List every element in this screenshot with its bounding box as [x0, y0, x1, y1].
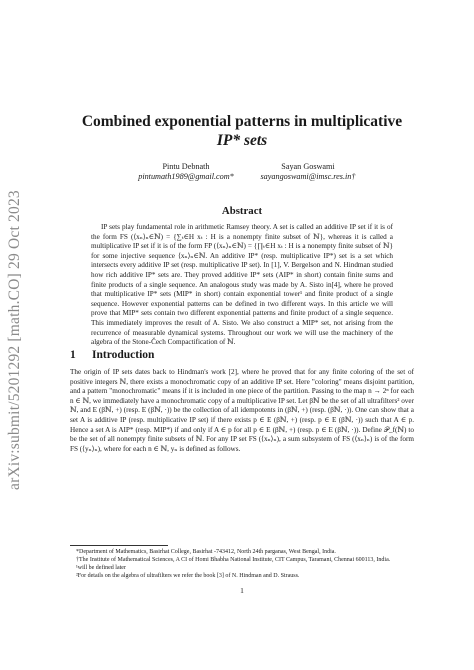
title-line-1: Combined exponential patterns in multiplicative	[81, 113, 403, 130]
arxiv-identifier-stamp: arXiv:submit/5201292 [math.CO] 29 Oct 2023	[6, 190, 23, 490]
introduction-paragraph: The origin of IP sets dates back to Hindman's work [2], where he proved that for any finite coloring of the set of positive integers ℕ, there exists a monochromatic copy of an additive IP set. Here "coloring" means disjoint partition, and a pattern "monochromatic" means if it is included in one piece of the partition. Passing to the map n → 2ⁿ for each n ∈ ℕ, we immediately have a monochromatic copy of a multiplicative IP set. Let βℕ be the set of all ultrafilters² over ℕ, and E (βℕ, +) (resp. E (βℕ, ·)) be the collection of all idempotents in (βℕ, +) (resp. (βℕ, ·)). One can show that a set A is additive IP (resp. multiplicative IP set) if there exists p ∈ E (βℕ, +) (resp. p ∈ E (βℕ, ·)) such that A ∈ p. Hence a set A is AIP* (resp. MIP*) if and only if A ∈ p for all p ∈ E (βℕ, +) (resp. p ∈ E (βℕ, ·)). Define 𝒫_f(ℕ) to be the set of all nonempty finite subsets of ℕ. For any IP set FS (⟨xₙ⟩ₙ), a sum subsystem of FS (⟨xₙ⟩ₙ) is of the form FS (⟨yₙ⟩ₙ), where for each n ∈ ℕ, yₙ is defined as follows.	[70, 368, 414, 453]
footnote: †The Institute of Mathematical Sciences, A CI of Homi Bhabha National Institute, CIT Campus, Taramani, Chennai 600113, India.	[76, 556, 391, 563]
footnote: ²For details on the algebra of ultrafilters we refer the book [3] of N. Hindman and D. Strauss.	[76, 572, 300, 579]
page-number: 1	[240, 586, 244, 595]
author-name: Pintu Debnath	[162, 162, 210, 171]
paper-title	[70, 112, 414, 150]
abstract-heading: Abstract	[221, 205, 263, 217]
abstract-body	[91, 223, 393, 348]
section-number: 1	[70, 349, 76, 361]
introduction-body	[70, 368, 414, 454]
author-name: Sayan Goswami	[281, 162, 335, 171]
author-email[interactable]: pintumath1989@gmail.com*	[138, 172, 234, 181]
footnotes	[70, 545, 414, 581]
footnote: *Department of Mathematics, Basirhat College, Basirhat -743412, North 24th parganas, West Bengal, India.	[76, 549, 336, 555]
footnote: ¹will be defined later	[76, 564, 126, 571]
title-line-2: IP* sets	[216, 132, 268, 149]
abstract-paragraph: IP sets play fundamental role in arithmetic Ramsey theory. A set is called an additive IP set if it is of the form FS (⟨xₙ⟩ₙ∈ℕ) = {∑ₜ∈H xₜ : H is a nonempty finite subset of ℕ}, whereas it is called a multiplicative IP set if it is of the form FP (⟨xₙ⟩ₙ∈ℕ) = {∏ₜ∈H xₜ : H is a nonempty finite subset of ℕ} for some injective sequence ⟨xₙ⟩ₙ∈ℕ. An additive IP* (resp. multiplicative IP*) set is a set which intersects every additive IP set (resp. multiplicative IP set). In [1], V. Bergelson and N. Hindman studied how rich additive IP* sets are. They proved additive IP* sets (AIP* in short) contain finite sums and finite products of a single sequence. An analogous study was made by A. Sisto in[4], where he proved that multiplicative IP* sets (MIP* in short) contain exponential tower¹ and finite product of a single sequence. However exponential patterns can be defined in two different ways. In this article we will prove that MIP* sets contain two different exponential patterns and finite product of a single sequence. This immediately improves the result of A. Sisto. We also construct a MIP* set, not arising from the recurrence of measurable dynamical systems. Throughout our work we will use the machinery of the algebra of the Stone-Čech Compactification of ℕ.	[91, 223, 393, 347]
author-block-1	[126, 162, 246, 182]
author-block-2	[248, 162, 368, 182]
footnote-rule	[70, 545, 168, 546]
section-heading	[70, 349, 154, 361]
author-email[interactable]: sayangoswami@imsc.res.in†	[260, 172, 356, 181]
section-title: Introduction	[92, 349, 155, 361]
